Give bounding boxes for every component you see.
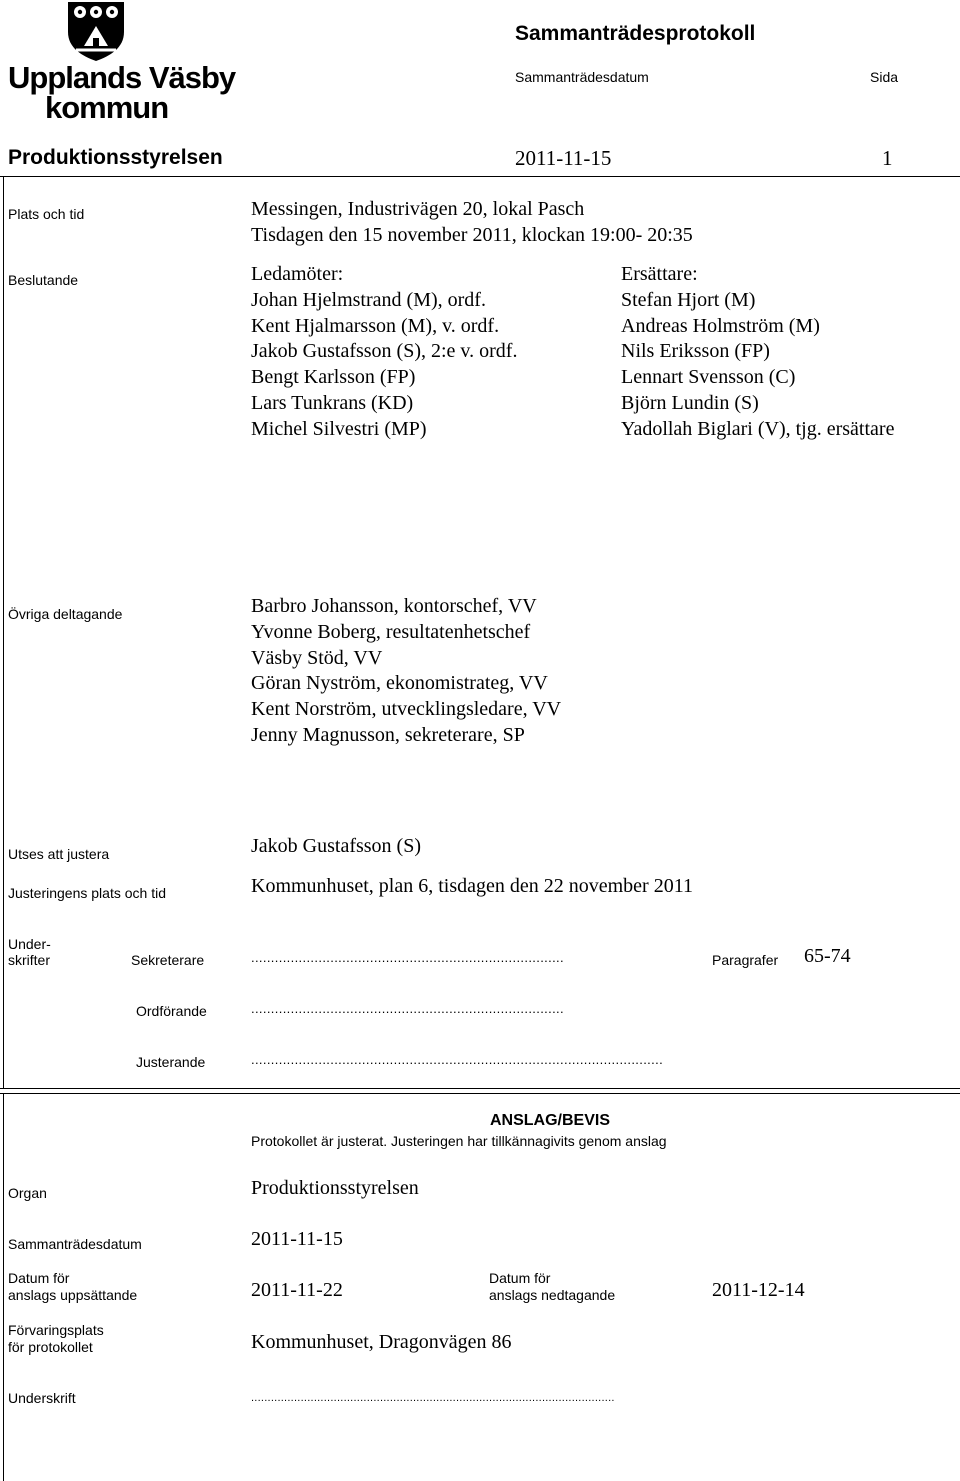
header-divider (0, 176, 960, 177)
storage-label-line: för protokollet (8, 1339, 93, 1355)
justerande-signature-line: ........................................................................................................ (251, 1052, 664, 1067)
posted-date-value: 2011-11-22 (251, 1279, 343, 1301)
list-item: Lennart Svensson (C) (621, 366, 796, 389)
place-text (251, 197, 693, 249)
removed-date-label (489, 1270, 615, 1304)
list-item: Ersättare: (621, 263, 698, 285)
signature-label: Underskrift (8, 1390, 76, 1406)
section-divider-2 (0, 1093, 960, 1094)
posted-label-line: Datum för (8, 1270, 70, 1286)
others-label: Övriga deltagande (8, 606, 123, 622)
meeting-date-label: Sammanträdesdatum (8, 1236, 142, 1252)
substitutes-list (621, 262, 894, 443)
secretary-signature-line: ............................................................................... (251, 950, 564, 965)
list-item: Yvonne Boberg, resultatenhetschef (251, 620, 531, 643)
doc-title: Sammanträdesprotokoll (515, 22, 756, 45)
list-item: Nils Eriksson (FP) (621, 340, 770, 363)
signatures-label-line: Under- (8, 936, 51, 952)
list-item: Bengt Karlsson (FP) (251, 366, 416, 389)
meeting-date-value: 2011-11-15 (251, 1228, 343, 1250)
notice-subtitle: Protokollet är justerat. Justeringen har tillkännagivits genom anslag (251, 1133, 667, 1149)
secretary-label: Sekreterare (131, 952, 205, 968)
list-item: Jenny Magnusson, sekreterare, SP (251, 723, 525, 746)
list-item: Jakob Gustafsson (S), 2:e v. ordf. (251, 340, 518, 363)
organ-label: Organ (8, 1185, 47, 1201)
signatures-label (8, 936, 51, 968)
left-border-top (3, 176, 4, 1088)
left-border-bottom (3, 1093, 4, 1481)
list-item: Väsby Stöd, VV (251, 646, 383, 669)
municipality-logo (8, 0, 236, 125)
storage-label (8, 1322, 104, 1356)
list-item: Ledamöter: (251, 263, 344, 285)
members-list (251, 262, 517, 443)
logo-line2: kommun (45, 90, 169, 125)
adjust-place: Kommunhuset, plan 6, tisdagen den 22 november 2011 (251, 875, 693, 897)
others-list (251, 594, 561, 749)
list-item: Björn Lundin (S) (621, 391, 759, 414)
paragraphs-value: 65-74 (804, 945, 851, 967)
list-item: Andreas Holmström (M) (621, 314, 820, 337)
signatures-label-line: skrifter (8, 952, 50, 968)
removed-label-line: anslags nedtagande (489, 1287, 616, 1303)
chair-label: Ordförande (136, 1003, 207, 1019)
list-item: Yadollah Biglari (V), tjg. ersättare (621, 417, 895, 440)
adjust-place-label: Justeringens plats och tid (8, 885, 166, 901)
page-header-label: Sida (870, 69, 899, 85)
chair-signature-line: ............................................................................... (251, 1001, 564, 1016)
page-number: 1 (882, 146, 893, 170)
time-line: Tisdagen den 15 november 2011, klockan 19:00- 20:35 (251, 223, 693, 246)
list-item: Michel Silvestri (MP) (251, 417, 427, 440)
posted-label-line: anslags uppsättande (8, 1287, 138, 1303)
removed-date-value: 2011-12-14 (712, 1279, 805, 1301)
adjuster-name: Jakob Gustafsson (S) (251, 835, 421, 857)
list-item: Kent Hjalmarsson (M), v. ordf. (251, 314, 500, 337)
board-name: Produktionsstyrelsen (8, 146, 223, 169)
list-item: Göran Nyström, ekonomistrateg, VV (251, 672, 548, 695)
removed-label-line: Datum för (489, 1270, 551, 1286)
logo-line1: Upplands Väsby (8, 60, 236, 95)
list-item: Kent Norström, utvecklingsledare, VV (251, 698, 562, 721)
header-date: 2011-11-15 (515, 146, 612, 170)
organ-value: Produktionsstyrelsen (251, 1177, 419, 1199)
decision-label: Beslutande (8, 272, 79, 288)
list-item: Johan Hjelmstrand (M), ordf. (251, 288, 486, 311)
place-label: Plats och tid (8, 206, 85, 222)
place-line: Messingen, Industrivägen 20, lokal Pasch (251, 198, 585, 220)
list-item: Barbro Johansson, kontorschef, VV (251, 595, 537, 617)
storage-label-line: Förvaringsplats (8, 1322, 104, 1338)
storage-value: Kommunhuset, Dragonvägen 86 (251, 1331, 512, 1353)
coat-of-arms-icon (66, 0, 126, 62)
notice-title: ANSLAG/BEVIS (490, 1112, 611, 1129)
section-divider (0, 1088, 960, 1089)
list-item: Lars Tunkrans (KD) (251, 391, 414, 414)
paragraphs-label: Paragrafer (712, 952, 779, 968)
list-item: Stefan Hjort (M) (621, 288, 756, 311)
adjuster-label: Utses att justera (8, 846, 110, 862)
notice-signature-line: .............................................................................................................. (251, 1392, 615, 1404)
justerande-label: Justerande (136, 1054, 206, 1070)
date-header-label: Sammanträdesdatum (515, 69, 649, 85)
posted-date-label (8, 1270, 137, 1304)
